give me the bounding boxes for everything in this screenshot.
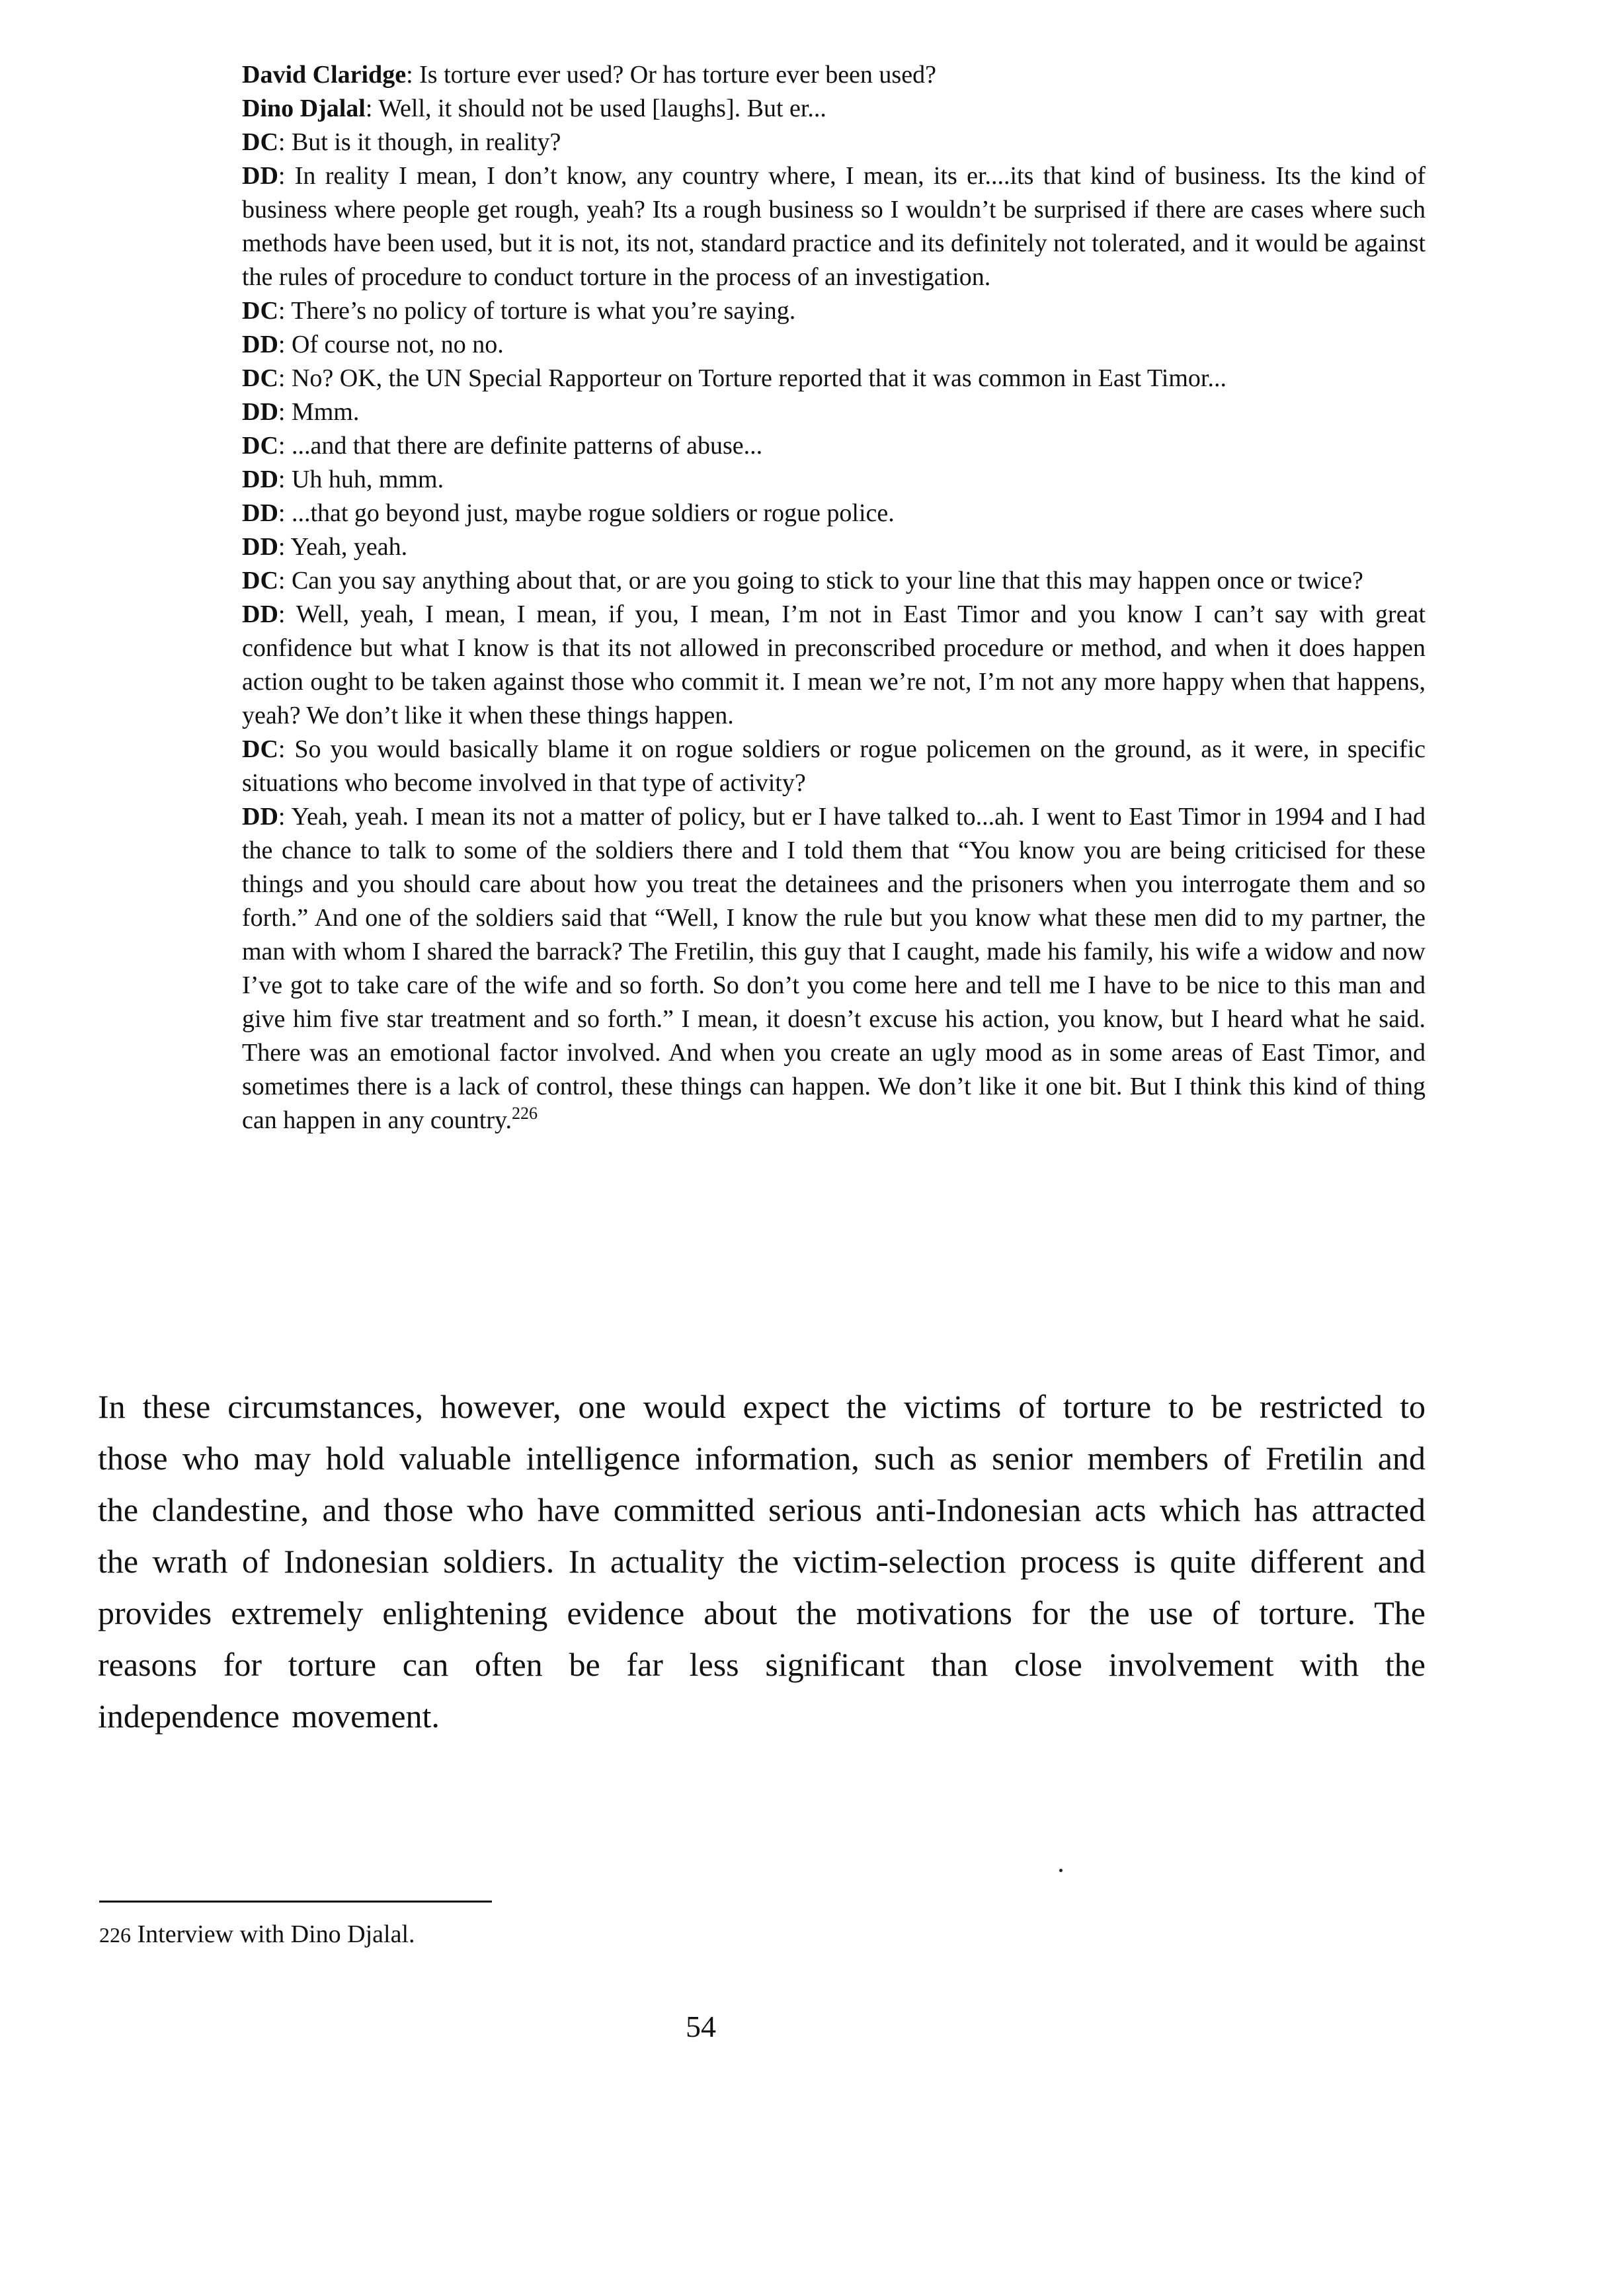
speaker-label: DC : [242,128,292,156]
footnote-text: Interview with Dino Djalal. [137,1920,415,1948]
speaker-label: DD : [242,162,295,190]
speaker-label: DD : [242,331,292,358]
speaker-label: DC : [242,364,292,392]
transcript-turn [242,530,1426,564]
speaker-label: DD : [242,600,296,628]
speaker-label: DD : [242,466,292,493]
turn-text: Well, it should not be used [laughs]. But er... [378,95,826,122]
transcript-turn [242,159,1426,294]
speaker-label: DC : [242,297,291,325]
turn-text: Uh huh, mmm. [291,466,444,493]
transcript-turn [242,564,1426,598]
speaker-label: David Claridge : [242,61,419,89]
turn-text: Yeah, yeah. [290,533,408,561]
turn-text: ...and that there are definite patterns of abuse... [291,432,763,460]
turn-text: There’s no policy of torture is what you’re saying. [291,297,796,325]
speaker-label: Dino Djalal : [242,95,378,122]
transcript-turn [242,429,1426,463]
speaker-label: DC : [242,432,292,460]
turn-text: In reality I mean, I don’t know, any country where, I mean, its er....its that kind of business. Its the kind of business where people get rough, yeah? Its a rough business so I wouldn’t be surprised if there are cases where such methods have been used, but it is not, its not, standard practice and its definitely not tolerated, and it would be against the rules of procedure to conduct torture in the process of an investigation. [242,162,1426,291]
speaker-label: DD : [242,533,291,561]
speaker-label: DD : [242,499,292,527]
turn-text: Can you say anything about that, or are you going to stick to your line that this may happen once or twice? [291,567,1363,594]
footnote-reference[interactable]: 226 [512,1104,538,1123]
transcript-turn [242,126,1426,159]
turn-text: No? OK, the UN Special Rapporteur on Torture reported that it was common in East Timor... [291,364,1226,392]
footnote-divider [99,1901,492,1903]
turn-text: Is torture ever used? Or has torture ever been used? [419,61,936,89]
transcript-turn [242,395,1426,429]
transcript-turn [242,463,1426,497]
footnote [99,1918,415,1951]
transcript-turn [242,598,1426,733]
body-paragraph: In these circumstances, however, one would expect the victims of torture to be restricted to those who may hold valuable intelligence information, such as senior members of Fretilin and the clandestine, and those who have committed serious anti-Indonesian acts which has attracted the wrath of Indonesian soldiers. In actuality the victim-selection process is quite different and provides extremely enlightening evidence about the motivations for the use of torture. The reasons for torture can often be far less significant than close involvement with the independence movement. [98,1388,1426,1735]
transcript-turn [242,800,1426,1137]
turn-text: Mmm. [291,398,360,426]
turn-text: But is it though, in reality? [291,128,561,156]
turn-text: Of course not, no no. [291,331,504,358]
turn-text: ...that go beyond just, maybe rogue soldiers or rogue police. [291,499,895,527]
transcript-turn [242,362,1426,395]
transcript-turn [242,92,1426,126]
transcript-turn [242,733,1426,800]
speaker-label: DC : [242,567,292,594]
turn-text: So you would basically blame it on rogue soldiers or rogue policemen on the ground, as it were, in specific situations who become involved in that type of activity? [242,735,1426,797]
speaker-label: DD : [242,803,291,831]
turn-text: Well, yeah, I mean, I mean, if you, I mean, I’m not in East Timor and you know I can’t say with great confidence but what I know is that its not allowed in preconscribed procedure or method, and when it does happen action ought to be taken against those who commit it. I mean we’re not, I’m not any more happy when that happens, yeah? We don’t like it when these things happen. [242,600,1426,729]
transcript-turn [242,294,1426,328]
transcript-turn [242,58,1426,92]
transcript-turn [242,497,1426,530]
footnote-number: 226 [99,1923,131,1947]
speaker-label: DD : [242,398,292,426]
speaker-label: DC : [242,735,294,763]
turn-text: Yeah, yeah. I mean its not a matter of policy, but er I have talked to...ah. I went to East Timor in 1994 and I had the chance to talk to some of the soldiers there and I told them that “You know you are being criticised for these things and you should care about how you treat the detainees and the prisoners when you interrogate them and so forth.” And one of the soldiers said that “Well, I know the rule but you know what these men did to my partner, the man with whom I shared the barrack? The Fretilin, this guy that I caught, made his family, his wife a widow and now I’ve got to take care of the wife and so forth. So don’t you come here and tell me I have to be nice to this man and give him five star treatment and so forth.” I mean, it doesn’t excuse his action, you know, but I heard what he said. There was an emotional factor involved. And when you create an ugly mood as in some areas of East Timor, and sometimes there is a lack of control, these things can happen. We don’t like it one bit. But I think this kind of thing can happen in any country. [242,803,1426,1134]
transcript-turn [242,328,1426,362]
interview-transcript [242,58,1426,1137]
page-number: 54 [686,2010,716,2043]
scan-speck [1059,1869,1063,1872]
